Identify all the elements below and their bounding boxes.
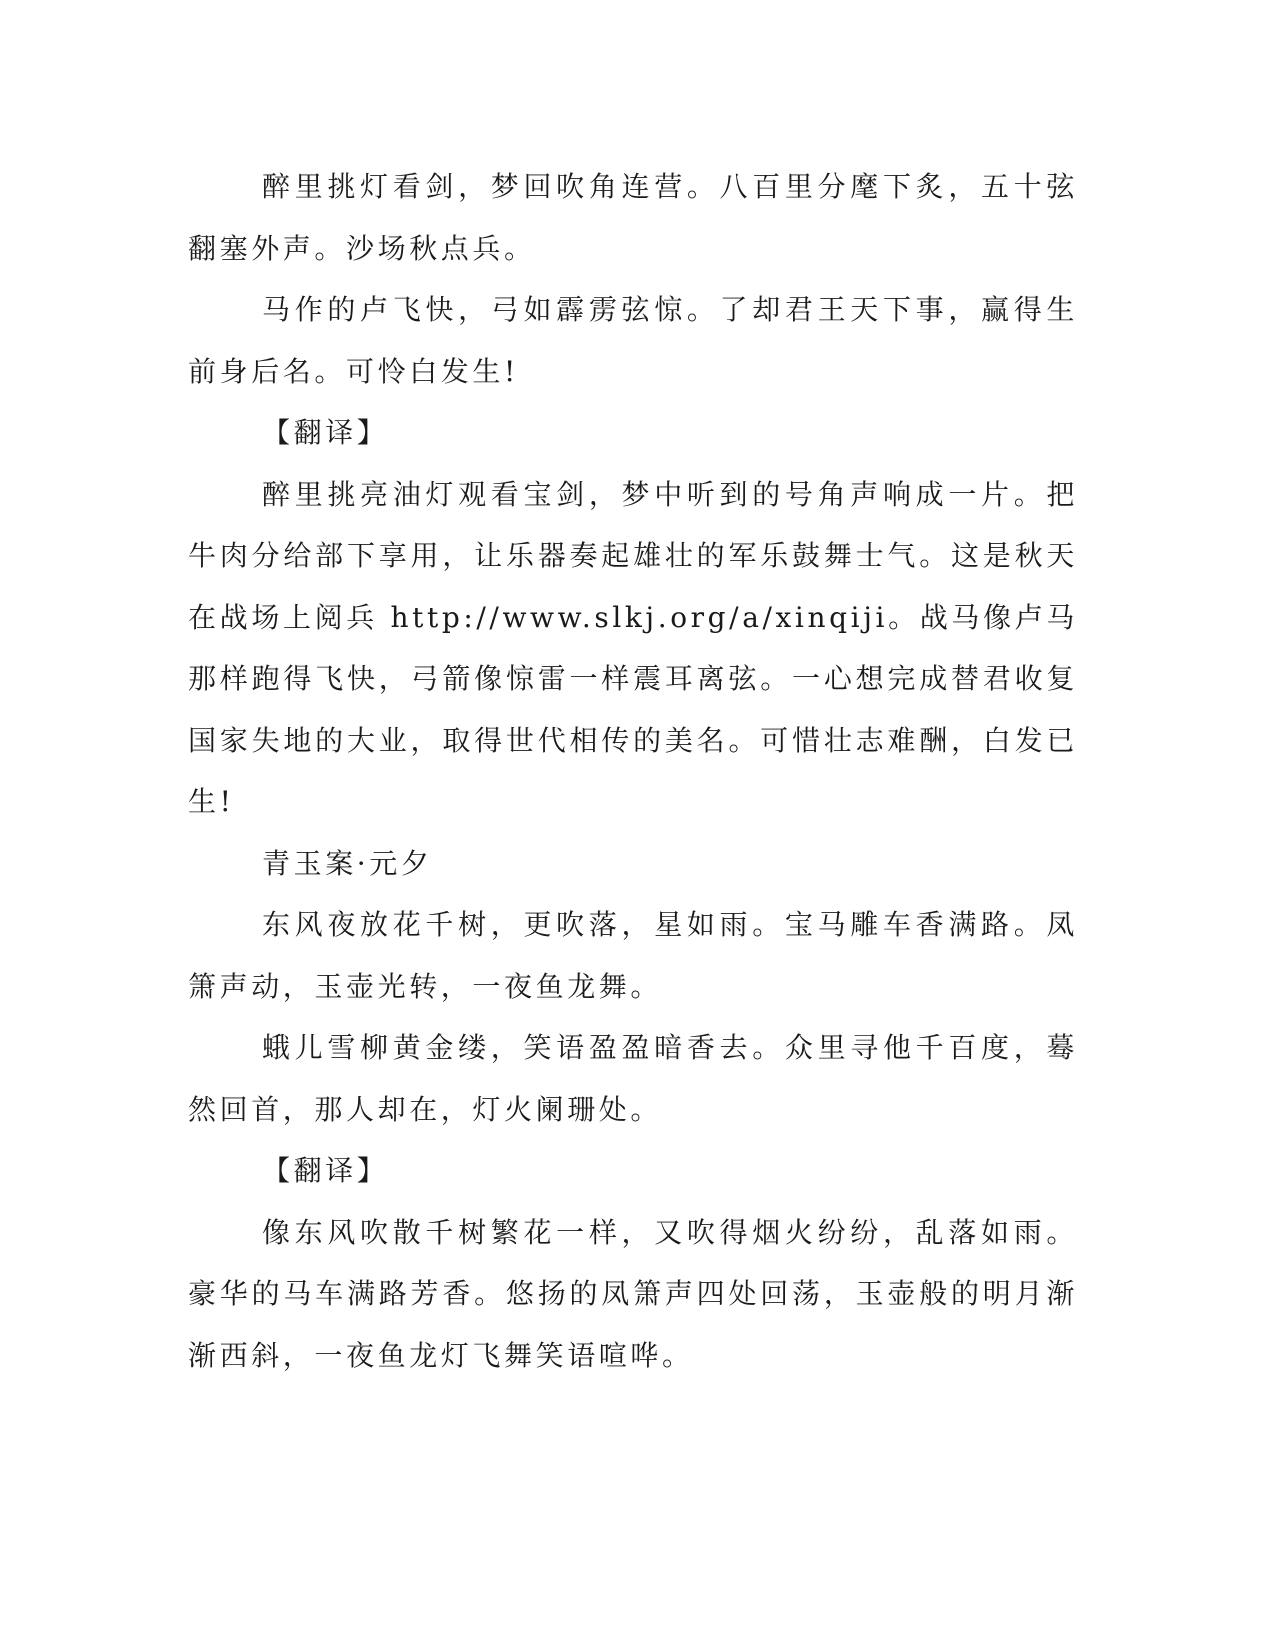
document-body xyxy=(188,156,1078,1386)
paragraph-translation-1: 醉里挑亮油灯观看宝剑，梦中听到的号角声响成一片。把牛肉分给部下享用，让乐器奏起雄壮的军乐鼓舞士气。这是秋天在战场上阅兵 http://www.slkj.org/a/xinqiji。战马像卢马那样跑得飞快，弓箭像惊雷一样震耳离弦。一心想完成替君收复国家失地的大业，取得世代相传的美名。可惜壮志难酬，白发已生! xyxy=(188,477,1078,818)
paragraph-poem-stanza-2: 马作的卢飞快，弓如霹雳弦惊。了却君王天下事，赢得生前身后名。可怜白发生! xyxy=(188,293,1078,388)
paragraph-poem-stanza-1: 醉里挑灯看剑，梦回吹角连营。八百里分麾下炙，五十弦翻塞外声。沙场秋点兵。 xyxy=(188,170,1078,265)
paragraph-poem2-stanza-2: 蛾儿雪柳黄金缕，笑语盈盈暗香去。众里寻他千百度，蓦然回首，那人却在，灯火阑珊处。 xyxy=(188,1031,1078,1126)
poem-title: 青玉案·元夕 xyxy=(262,846,433,880)
paragraph-poem2-stanza-1: 东风夜放花千树，更吹落，星如雨。宝马雕车香满路。凤箫声动，玉壶光转，一夜鱼龙舞。 xyxy=(188,908,1078,1003)
heading-translation-2: 【翻译】 xyxy=(262,1154,389,1187)
heading-translation-1: 【翻译】 xyxy=(262,416,389,449)
paragraph-translation-2: 像东风吹散千树繁花一样，又吹得烟火纷纷，乱落如雨。豪华的马车满路芳香。悠扬的凤箫声四处回荡，玉壶般的明月渐渐西斜，一夜鱼龙灯飞舞笑语喧哗。 xyxy=(188,1215,1078,1372)
